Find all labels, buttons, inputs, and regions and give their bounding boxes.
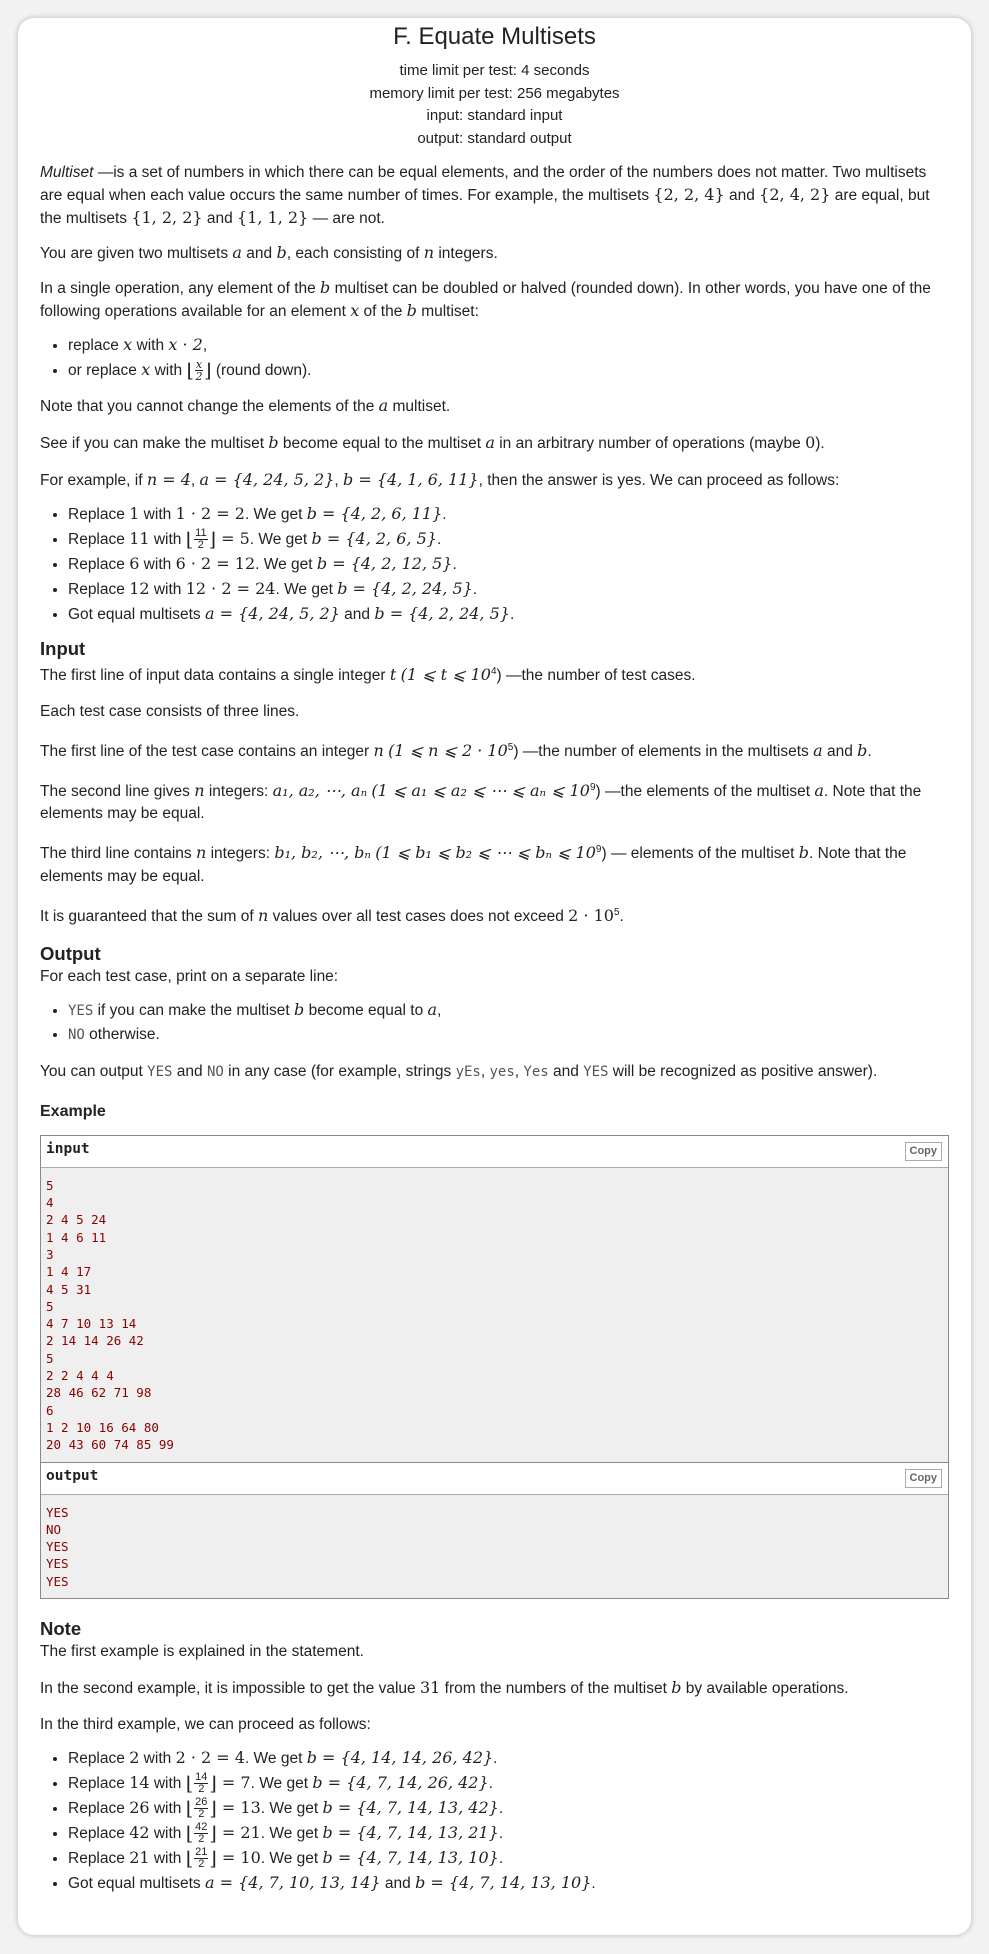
list-item: • Replace 6 with 6 · 2 = 12. We get b = {4, 2, 12, 5}. [68, 552, 949, 577]
statement-p2: You are given two multisets a and b, each consisting of n integers. [40, 243, 498, 262]
output-rules-list [40, 998, 949, 1047]
statement-p5: See if you can make the multiset b become equal to the multiset a in an arbitrary number of operations (maybe 0). [40, 433, 825, 452]
statement-p1: Multiset —is a set of numbers in which there can be equal elements, and the order of the numbers does not matter. Two multisets are equal when each value occurs the same number of times. For example, the multisets {2, 2, 4} and {2, 4, 2} are equal, but the multisets {1, 2, 2} and {1, 1, 2} — are not. [40, 164, 930, 227]
output-line-2: You can output YES and NO in any case (for example, strings yEs, yes, Yes and YES will be recognized as positive answer). [40, 1062, 878, 1080]
problem-card [18, 18, 971, 1935]
list-item: • Replace 42 with ⌊ $\frac{42}{2}$ ⌋ = 21. We get b = {4, 7, 14, 13, 21}. [68, 1821, 949, 1846]
time-limit: time limit per test: 4 seconds [399, 62, 590, 79]
example-steps-list [40, 502, 949, 627]
input-label: input [46, 1140, 90, 1157]
problem-header [40, 18, 949, 150]
sample-tests [40, 1135, 949, 1599]
list-item: • or replace x with ⌊ $\frac{x}{2}$ ⌋ (round down). [68, 358, 949, 383]
output-header [41, 1463, 948, 1495]
list-item: • Got equal multisets a = {4, 7, 10, 13, 14} and b = {4, 7, 14, 13, 10}. [68, 1871, 949, 1896]
input-header [41, 1136, 948, 1168]
input-heading: Input [40, 638, 86, 659]
note-heading: Note [40, 1618, 82, 1640]
note-steps-list [40, 1746, 949, 1896]
output-spec: output: standard output [417, 129, 572, 147]
input-text: 5 4 2 4 5 24 1 4 6 11 3 1 4 17 4 5 31 5 4 7 10 13 14 2 14 14 26 42 5 2 2 4 4 4 28 46 62 71 98 6 1 2 10 16 64 80 20 43 60 74 85 99 [41, 1168, 948, 1463]
input-line-6: It is guaranteed that the sum of n values over all test cases does not exceed $2 \cdot 10^5$. [40, 905, 624, 925]
input-line-2: Each test case consists of three lines. [40, 703, 300, 721]
list-item: • YES if you can make the multiset b become equal to a, [68, 998, 949, 1023]
input-spec: input: standard input [426, 107, 563, 124]
statement-p3: In a single operation, any element of the b multiset can be doubled or halved (rounded down). In other words, you have one of the following operations available for an element x of the b multiset: [40, 278, 931, 320]
memory-limit: memory limit per test: 256 megabytes [369, 84, 620, 102]
list-item: • replace x with x · 2, [68, 333, 949, 358]
output-heading: Output [40, 942, 101, 964]
list-item: • Replace 26 with ⌊ $\frac{26}{2}$ ⌋ = 13. We get b = {4, 7, 14, 13, 42}. [68, 1796, 949, 1821]
output-text: YES NO YES YES YES [41, 1495, 948, 1598]
note-line-3: In the third example, we can proceed as follows: [40, 1716, 371, 1734]
input-line-3: The first line of the test case contains an integer n (1 ⩽ n ⩽ $2 \cdot 10^5$) —the number of elements in the multisets a and b. [40, 741, 872, 761]
list-item: • NO otherwise. [68, 1023, 949, 1047]
list-item: • Got equal multisets a = {4, 24, 5, 2} and b = {4, 2, 24, 5}. [68, 602, 949, 627]
list-item: • Replace 12 with 12 · 2 = 24. We get b = {4, 2, 24, 5}. [68, 577, 949, 602]
note-line-1: The first example is explained in the statement. [40, 1643, 364, 1661]
list-item: • Replace 1 with 1 · 2 = 2. We get b = {4, 2, 6, 11}. [68, 502, 949, 527]
output-label: output [46, 1467, 99, 1484]
problem-title: F. Equate Multisets [393, 23, 596, 50]
example-heading: Example [40, 1102, 106, 1120]
operations-list [40, 333, 949, 383]
copy-input-button[interactable]: Copy [905, 1142, 943, 1161]
list-item: • Replace 21 with ⌊ $\frac{21}{2}$ ⌋ = 10. We get b = {4, 7, 14, 13, 10}. [68, 1846, 949, 1871]
input-line-4: The second line gives n integers: a₁, a₂, ⋯, aₙ (1 ⩽ a₁ ⩽ a₂ ⩽ ⋯ ⩽ aₙ ⩽ $10^9$) —the elements of the multiset a. Note that the elements may be equal. [40, 781, 922, 823]
statement-p4: Note that you cannot change the elements of the a multiset. [40, 396, 451, 415]
statement-p6: For example, if n = 4, a = {4, 24, 5, 2}, b = {4, 1, 6, 11}, then the answer is yes. We can proceed as follows: [40, 470, 840, 489]
copy-output-button[interactable]: Copy [905, 1469, 943, 1488]
note-line-2: In the second example, it is impossible to get the value 31 from the numbers of the multiset b by available operations. [40, 1678, 849, 1698]
list-item: • Replace 2 with 2 · 2 = 4. We get b = {4, 14, 14, 26, 42}. [68, 1746, 949, 1771]
output-line-1: For each test case, print on a separate line: [40, 967, 339, 985]
list-item: • Replace 11 with ⌊ $\frac{11}{2}$ ⌋ = 5. We get b = {4, 2, 6, 5}. [68, 527, 949, 552]
input-line-1: The first line of input data contains a single integer t (1 ⩽ t ⩽ $10^4$) —the number of test cases. [40, 665, 696, 685]
list-item: • Replace 14 with ⌊ $\frac{14}{2}$ ⌋ = 7. We get b = {4, 7, 14, 26, 42}. [68, 1771, 949, 1796]
input-line-5: The third line contains n integers: b₁, b₂, ⋯, bₙ (1 ⩽ b₁ ⩽ b₂ ⩽ ⋯ ⩽ bₙ ⩽ $10^9$) — elements of the multiset b. Note that the elements may be equal. [40, 843, 907, 885]
